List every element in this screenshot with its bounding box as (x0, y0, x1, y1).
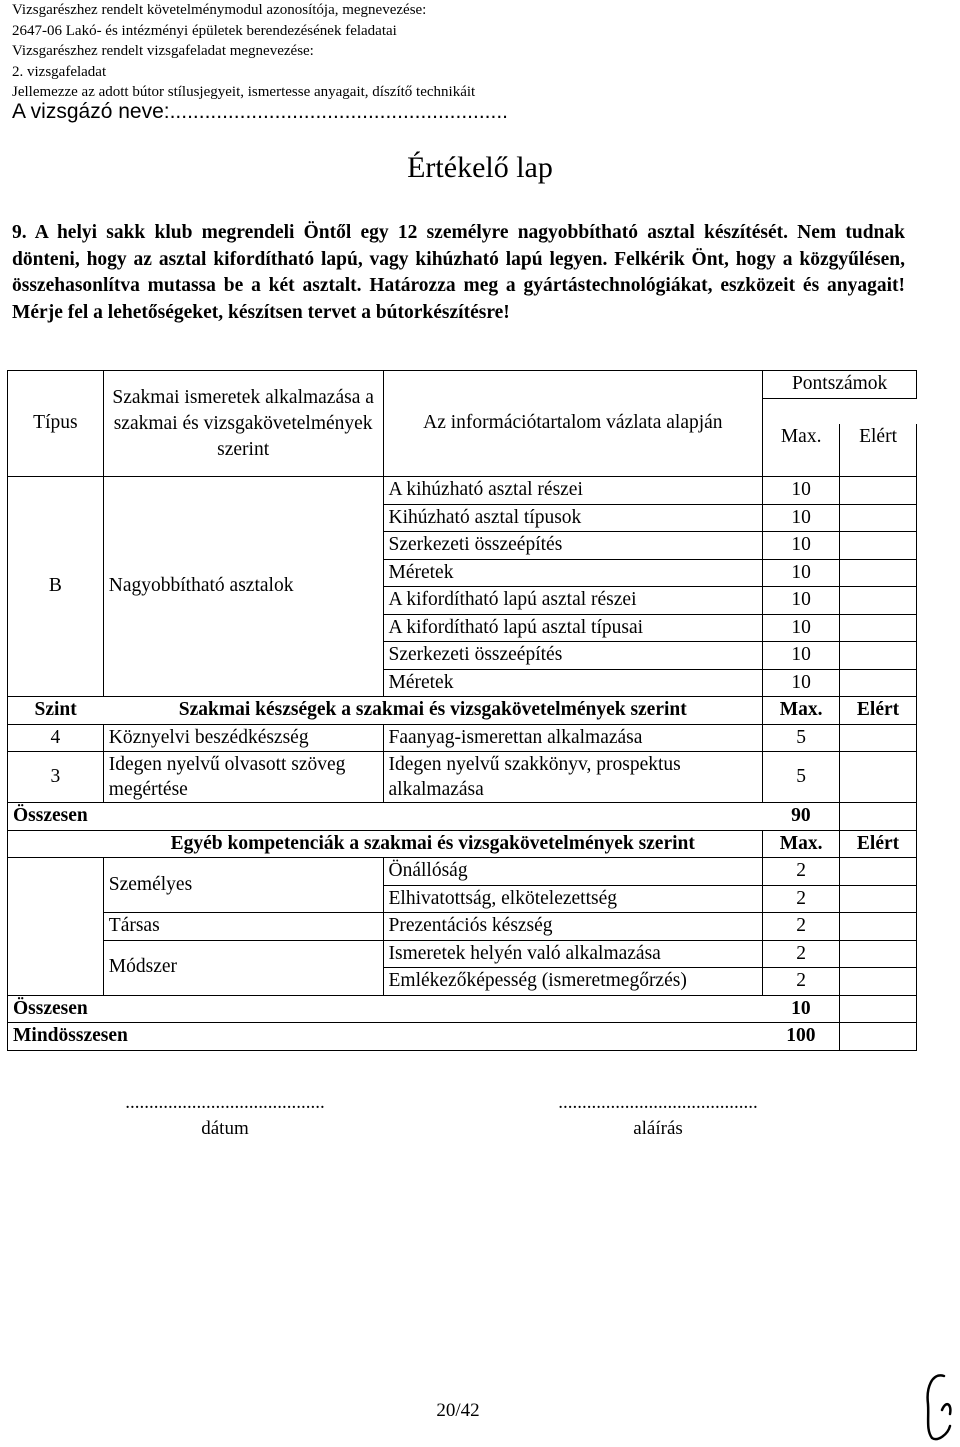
header-max: Max. (763, 424, 840, 451)
knowledge-item: A kifordítható lapú asztal részei (383, 587, 763, 615)
header-line-module: Vizsgarészhez rendelt követelménymodul azonosítója, megnevezése: (12, 2, 427, 18)
type-value: B (8, 477, 104, 697)
competency-achieved[interactable] (840, 968, 917, 996)
grand-total-label: Mindösszesen (8, 1023, 763, 1051)
knowledge-achieved[interactable] (840, 504, 917, 532)
header-achieved: Elért (840, 424, 917, 451)
subtotal-label: Összesen (8, 803, 763, 831)
date-label: dátum (201, 1118, 249, 1139)
grand-total-achieved[interactable] (840, 1023, 917, 1051)
date-signature (95, 1090, 355, 1142)
skill-max: 5 (763, 752, 840, 803)
signature-label: aláírás (633, 1118, 683, 1139)
header-knowledge: Szakmai ismeretek alkalmazása a szakmai és vizsgakövetelmények szerint (103, 371, 383, 477)
knowledge-achieved[interactable] (840, 587, 917, 615)
competency-achieved[interactable] (840, 913, 917, 941)
skill-name: Idegen nyelvű olvasott szöveg megértése (103, 752, 383, 803)
header-type: Típus (8, 371, 104, 477)
skill-name: Köznyelvi beszédkészség (103, 724, 383, 752)
knowledge-max: 10 (763, 477, 840, 505)
skill-content: Idegen nyelvű szakkönyv, prospektus alkalmazása (383, 752, 763, 803)
knowledge-achieved[interactable] (840, 477, 917, 505)
competency-max: 2 (763, 968, 840, 996)
page-header (12, 0, 475, 103)
signature-dots: .......................................... (558, 1092, 758, 1113)
skill-achieved[interactable] (840, 724, 917, 752)
subtotal-value: 90 (763, 803, 840, 831)
competency-group: Társas (103, 913, 383, 941)
skills-max-header: Max. (763, 697, 840, 725)
knowledge-item: Kihúzható asztal típusok (383, 504, 763, 532)
skill-level: 4 (8, 724, 104, 752)
other-max-header: Max. (763, 830, 840, 858)
date-dots: .......................................... (125, 1092, 325, 1113)
skills-header: Szakmai készségek a szakmai és vizsgakövetelmények szerint (103, 697, 762, 725)
knowledge-achieved[interactable] (840, 614, 917, 642)
competency-group: Módszer (103, 940, 383, 995)
subtotal-value: 10 (763, 995, 840, 1023)
knowledge-max: 10 (763, 559, 840, 587)
candidate-name-line: A vizsgázó neve:.......................................................... (12, 100, 508, 123)
subtotal-achieved[interactable] (840, 995, 917, 1023)
knowledge-max: 10 (763, 614, 840, 642)
signature-block (528, 1090, 788, 1142)
competency-item: Ismeretek helyén való alkalmazása (383, 940, 763, 968)
knowledge-item: A kifordítható lapú asztal típusai (383, 614, 763, 642)
competency-achieved[interactable] (840, 858, 917, 886)
skill-level: 3 (8, 752, 104, 803)
header-line-task-number: 2. vizsgafeladat (12, 63, 107, 80)
knowledge-achieved[interactable] (840, 532, 917, 560)
task-description: 9. A helyi sakk klub megrendeli Öntől egy 12 személyre nagyobbítható asztal készítését. Nem tudnak dönteni, hogy az asztal kifordítható lapú, vagy kihúzható lapú legyen. Felkérik Önt, hogy a közgyűlésen, összehasonlítva mutassa be a két asztalt. Határozza meg a gyártástechnológiákat, eszközeit és anyagait! Mérje fel a lehetőségeket, készítsen tervet a bútorkészítésre! (12, 222, 905, 323)
knowledge-item: Méretek (383, 559, 763, 587)
competency-max: 2 (763, 858, 840, 886)
knowledge-max: 10 (763, 504, 840, 532)
knowledge-topic: Nagyobbítható asztalok (103, 477, 383, 697)
knowledge-max: 10 (763, 587, 840, 615)
competency-item: Elhivatottság, elkötelezettség (383, 885, 763, 913)
knowledge-item: A kihúzható asztal részei (383, 477, 763, 505)
knowledge-achieved[interactable] (840, 669, 917, 697)
knowledge-max: 10 (763, 532, 840, 560)
competency-achieved[interactable] (840, 940, 917, 968)
header-line-task-name: Jellemezze az adott bútor stílusjegyeit, ismertesse anyagait, díszítő technikáit (12, 84, 476, 100)
page-title: Értékelő lap (407, 151, 553, 184)
knowledge-item: Méretek (383, 669, 763, 697)
subtotal-achieved[interactable] (840, 803, 917, 831)
competency-max: 2 (763, 913, 840, 941)
knowledge-achieved[interactable] (840, 559, 917, 587)
skills-level-header: Szint (8, 697, 104, 725)
handwritten-mark (920, 1370, 956, 1442)
grand-total-value: 100 (763, 1023, 840, 1051)
knowledge-max: 10 (763, 669, 840, 697)
knowledge-item: Szerkezeti összeépítés (383, 532, 763, 560)
skills-achieved-header: Elért (840, 697, 917, 725)
header-points: Pontszámok (763, 371, 917, 399)
knowledge-item: Szerkezeti összeépítés (383, 642, 763, 670)
header-line-module-name: 2647-06 Lakó- és intézményi épületek berendezésének feladatai (12, 22, 397, 39)
header-info: Az információtartalom vázlata alapján (383, 371, 763, 477)
knowledge-achieved[interactable] (840, 642, 917, 670)
page-number: 20/42 (436, 1400, 480, 1421)
competency-item: Önállóság (383, 858, 763, 886)
competency-item: Prezentációs készség (383, 913, 763, 941)
skill-max: 5 (763, 724, 840, 752)
competency-max: 2 (763, 885, 840, 913)
subtotal-label: Összesen (8, 995, 763, 1023)
competency-achieved[interactable] (840, 885, 917, 913)
other-achieved-header: Elért (840, 830, 917, 858)
other-header: Egyéb kompetenciák a szakmai és vizsgakövetelmények szerint (103, 830, 762, 858)
competency-max: 2 (763, 940, 840, 968)
competency-item: Emlékezőképesség (ismeretmegőrzés) (383, 968, 763, 996)
evaluation-table (7, 370, 917, 1051)
competency-group: Személyes (103, 858, 383, 913)
knowledge-max: 10 (763, 642, 840, 670)
header-line-task: Vizsgarészhez rendelt vizsgafeladat megnevezése: (12, 43, 314, 59)
skill-content: Faanyag-ismerettan alkalmazása (383, 724, 763, 752)
skill-achieved[interactable] (840, 752, 917, 803)
